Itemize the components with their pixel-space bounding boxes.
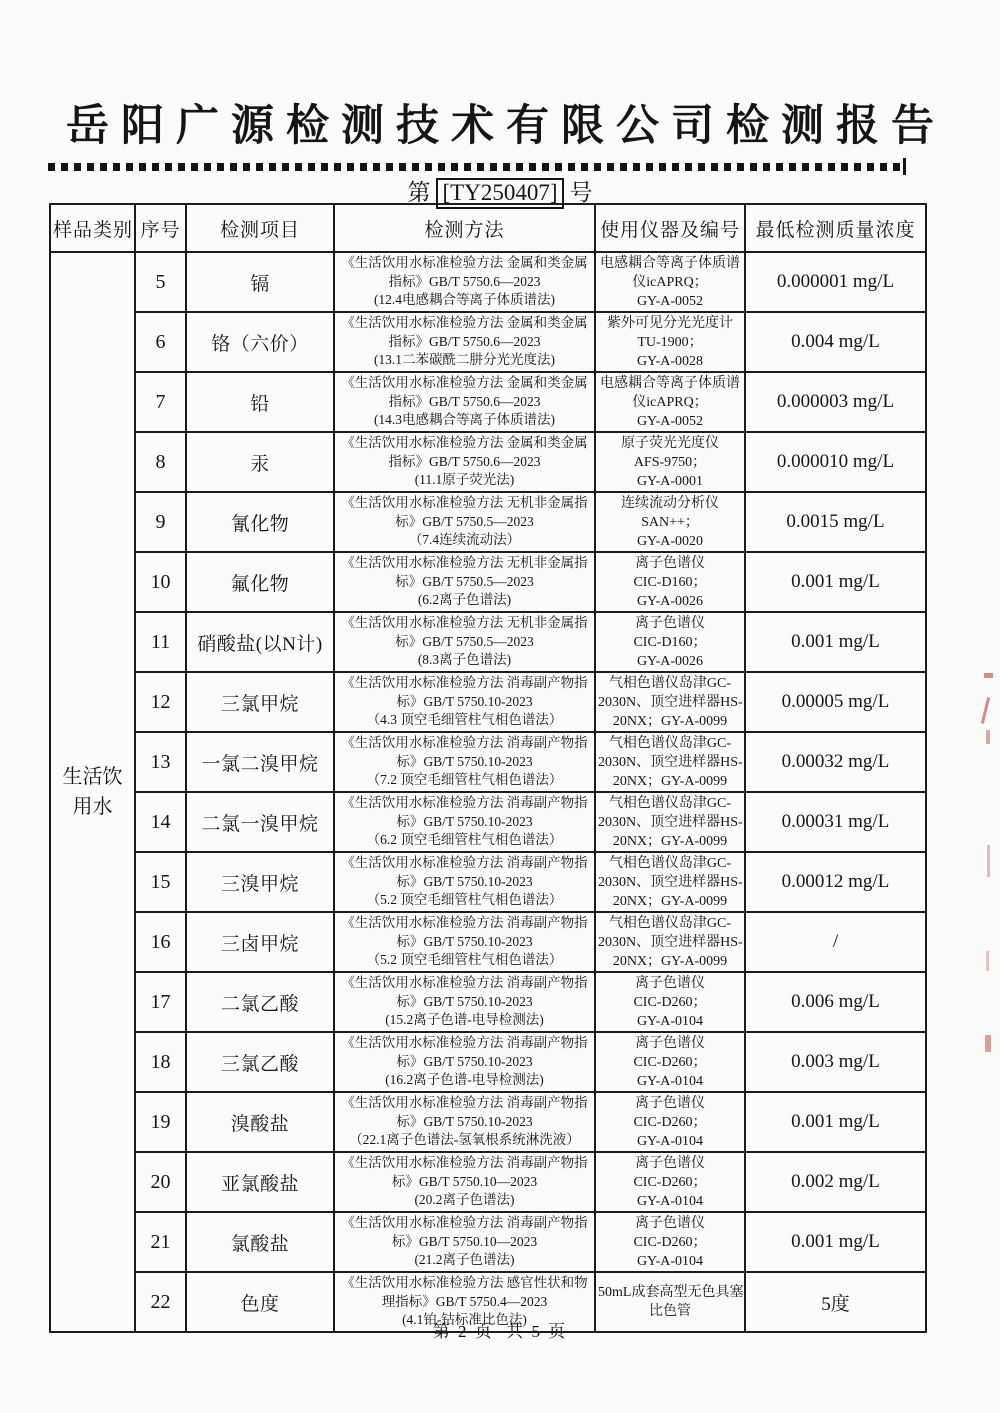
serial-number-cell: 20 <box>135 1152 186 1212</box>
instrument-cell-line: 紫外可见分光光度计 <box>607 315 733 331</box>
table-row-15 <box>50 852 926 912</box>
test-method-cell-line: 《生活饮用水标准检验方法 消毒副产物指 <box>341 675 588 691</box>
instrument-cell-line: 20NX；GY-A-0099 <box>612 833 728 849</box>
table-row-20 <box>50 1152 926 1212</box>
instrument-cell-line: 20NX；GY-A-0099 <box>612 773 728 789</box>
table-row-7 <box>50 372 926 432</box>
instrument-cell-line: GY-A-0104 <box>636 1133 704 1149</box>
test-method-cell <box>334 612 595 672</box>
detection-limit-cell: 5度 <box>745 1272 926 1332</box>
table-row-17 <box>50 972 926 1032</box>
instrument-cell <box>595 732 745 792</box>
page-title: 岳阳广源检测技术有限公司检测报告 <box>66 102 946 150</box>
test-method-cell-line: 标》GB/T 5750.10-2023 <box>396 993 533 1009</box>
test-method-cell-line: （22.1离子色谱法-氢氧根系统淋洗液） <box>349 1132 580 1148</box>
table-row-16 <box>50 912 926 972</box>
test-method-cell-line: (16.2离子色谱-电导检测法) <box>385 1072 544 1088</box>
instrument-cell-line: 离子色谱仪 <box>635 615 705 631</box>
test-method-cell-line: 《生活饮用水标准检验方法 消毒副产物指 <box>341 975 588 991</box>
report-number-suffix: 号 <box>569 180 593 205</box>
test-method-cell-line: (14.3电感耦合等离子体质谱法) <box>373 412 556 428</box>
column-header-1: 样品类别 <box>50 204 135 252</box>
test-method-cell-line: 《生活饮用水标准检验方法 消毒副产物指 <box>341 1215 588 1231</box>
test-item-cell: 三氯甲烷 <box>186 672 334 732</box>
test-item-cell: 二氯一溴甲烷 <box>186 792 334 852</box>
instrument-cell-line: 原子荧光光度仪 <box>621 435 719 451</box>
serial-number-cell: 8 <box>135 432 186 492</box>
column-header-5: 使用仪器及编号 <box>595 204 745 252</box>
test-item-cell: 氯酸盐 <box>186 1212 334 1272</box>
test-method-cell <box>334 552 595 612</box>
serial-number-cell: 11 <box>135 612 186 672</box>
table-header-row <box>50 204 926 252</box>
test-item-cell: 铅 <box>186 372 334 432</box>
serial-number-cell: 18 <box>135 1032 186 1092</box>
detection-limit-cell: 0.000010 mg/L <box>745 432 926 492</box>
test-method-cell-line: 标》GB/T 5750.10-2023 <box>396 1113 533 1129</box>
detection-limit-cell: 0.00031 mg/L <box>745 792 926 852</box>
instrument-cell-line: 电感耦合等离子体质谱 <box>600 255 740 271</box>
test-item-cell: 汞 <box>186 432 334 492</box>
test-item-cell: 溴酸盐 <box>186 1092 334 1152</box>
test-method-cell-line: 《生活饮用水标准检验方法 消毒副产物指 <box>341 795 588 811</box>
instrument-cell-line: GY-A-0026 <box>636 593 704 609</box>
instrument-cell <box>595 1032 745 1092</box>
test-item-cell: 一氯二溴甲烷 <box>186 732 334 792</box>
test-method-cell <box>334 1092 595 1152</box>
test-method-cell-line: 《生活饮用水标准检验方法 消毒副产物指 <box>341 735 588 751</box>
test-method-cell-line: 标》GB/T 5750.5—2023 <box>395 573 534 589</box>
serial-number-cell: 10 <box>135 552 186 612</box>
test-method-cell <box>334 852 595 912</box>
serial-number-cell: 5 <box>135 252 186 312</box>
instrument-cell-line: CIC-D160； <box>633 634 707 650</box>
test-method-cell-line: （7.4连续流动法） <box>408 532 521 548</box>
instrument-cell-line: 2030N、顶空进样器HS- <box>598 814 743 830</box>
instrument-cell-line: 离子色谱仪 <box>635 1215 705 1231</box>
test-method-cell-line: (8.3离子色谱法) <box>417 652 512 668</box>
instrument-cell-line: AFS-9750； <box>633 454 707 470</box>
detection-limit-cell: 0.0015 mg/L <box>745 492 926 552</box>
instrument-cell-line: CIC-D260； <box>633 1114 707 1130</box>
table-row-8 <box>50 432 926 492</box>
detection-limit-cell: 0.001 mg/L <box>745 552 926 612</box>
instrument-cell <box>595 972 745 1032</box>
test-method-cell-line: 标》GB/T 5750.10-2023 <box>396 693 533 709</box>
instrument-cell-line: 2030N、顶空进样器HS- <box>598 874 743 890</box>
table-row-9 <box>50 492 926 552</box>
test-method-cell-line: 《生活饮用水标准检验方法 消毒副产物指 <box>341 1095 588 1111</box>
table-row-13 <box>50 732 926 792</box>
instrument-cell-line: 离子色谱仪 <box>635 1035 705 1051</box>
serial-number-cell: 6 <box>135 312 186 372</box>
test-method-cell-line: (13.1二苯碳酰二肼分光光度法) <box>373 352 556 368</box>
detection-limit-cell: 0.006 mg/L <box>745 972 926 1032</box>
instrument-cell-line: 电感耦合等离子体质谱 <box>600 375 740 391</box>
instrument-cell-line: 气相色谱仪岛津GC- <box>608 855 732 871</box>
test-method-cell <box>334 312 595 372</box>
instrument-cell-line: GY-A-0052 <box>636 413 704 429</box>
table-row-6 <box>50 312 926 372</box>
test-item-cell: 氰化物 <box>186 492 334 552</box>
instrument-cell-line: GY-A-0001 <box>636 473 704 489</box>
instrument-cell-line: TU-1900； <box>637 334 703 350</box>
dotted-divider-end-tick <box>903 158 906 175</box>
sample-category-cell: 生活饮用水 <box>50 252 135 1332</box>
detection-limit-cell: 0.00012 mg/L <box>745 852 926 912</box>
table-row-10 <box>50 552 926 612</box>
instrument-cell-line: 20NX；GY-A-0099 <box>612 713 728 729</box>
test-method-cell-line: (11.1原子荧光法) <box>414 472 515 488</box>
instrument-cell <box>595 1152 745 1212</box>
table-row-19 <box>50 1092 926 1152</box>
instrument-cell <box>595 852 745 912</box>
test-method-cell-line: 《生活饮用水标准检验方法 金属和类金属 <box>341 255 588 271</box>
detection-limit-cell: 0.001 mg/L <box>745 612 926 672</box>
instrument-cell <box>595 252 745 312</box>
instrument-cell-line: 50mL成套高型无色具塞 <box>598 1285 744 1300</box>
serial-number-cell: 14 <box>135 792 186 852</box>
dotted-divider <box>48 163 900 171</box>
detection-limit-cell: 0.002 mg/L <box>745 1152 926 1212</box>
report-number-box: [TY250407] <box>436 178 565 209</box>
instrument-cell-line: 气相色谱仪岛津GC- <box>608 915 732 931</box>
test-method-cell <box>334 912 595 972</box>
test-method-cell <box>334 1032 595 1092</box>
serial-number-cell: 16 <box>135 912 186 972</box>
test-method-cell-line: 《生活饮用水标准检验方法 金属和类金属 <box>341 315 588 331</box>
instrument-cell-line: CIC-D260； <box>633 1054 707 1070</box>
stamp-edge-mark <box>985 1035 991 1052</box>
serial-number-cell: 15 <box>135 852 186 912</box>
test-method-cell <box>334 792 595 852</box>
test-method-cell-line: （5.2 顶空毛细管柱气相色谱法） <box>366 892 563 908</box>
test-method-cell-line: (15.2离子色谱-电导检测法) <box>385 1012 544 1028</box>
serial-number-cell: 12 <box>135 672 186 732</box>
test-method-cell-line: (4.1铂-钴标准比色法) <box>402 1312 527 1328</box>
test-method-cell-line: 标》GB/T 5750.10-2023 <box>396 933 533 949</box>
column-header-3: 检测项目 <box>186 204 334 252</box>
instrument-cell-line: CIC-D160； <box>633 574 707 590</box>
table-row-21 <box>50 1212 926 1272</box>
instrument-cell <box>595 612 745 672</box>
instrument-cell-line: 20NX；GY-A-0099 <box>612 953 728 969</box>
table-row-14 <box>50 792 926 852</box>
instrument-cell-line: 2030N、顶空进样器HS- <box>598 934 743 950</box>
serial-number-cell: 22 <box>135 1272 186 1332</box>
test-method-cell <box>334 252 595 312</box>
test-method-cell <box>334 732 595 792</box>
test-method-cell <box>334 432 595 492</box>
serial-number-cell: 9 <box>135 492 186 552</box>
table-row-18 <box>50 1032 926 1092</box>
instrument-cell-line: 离子色谱仪 <box>635 1095 705 1111</box>
instrument-cell-line: GY-A-0104 <box>636 1073 704 1089</box>
column-header-4: 检测方法 <box>334 204 595 252</box>
test-method-cell <box>334 972 595 1032</box>
instrument-cell-line: 离子色谱仪 <box>635 1155 705 1171</box>
test-method-cell-line: （4.3 顶空毛细管柱气相色谱法） <box>366 712 563 728</box>
test-method-cell-line: 标》GB/T 5750.10—2023 <box>391 1173 538 1189</box>
test-method-cell-line: 理指标》GB/T 5750.4—2023 <box>381 1293 548 1309</box>
detection-limit-cell: 0.00005 mg/L <box>745 672 926 732</box>
instrument-cell <box>595 552 745 612</box>
instrument-cell-line: 气相色谱仪岛津GC- <box>608 675 732 691</box>
test-method-cell-line: 标》GB/T 5750.10—2023 <box>391 1233 538 1249</box>
detection-limit-cell: / <box>745 912 926 972</box>
instrument-cell <box>595 372 745 432</box>
detection-limit-cell: 0.003 mg/L <box>745 1032 926 1092</box>
instrument-cell <box>595 792 745 852</box>
test-method-cell <box>334 672 595 732</box>
test-method-cell-line: (6.2离子色谱法) <box>417 592 512 608</box>
test-item-cell: 硝酸盐(以N计) <box>186 612 334 672</box>
test-method-cell-line: 《生活饮用水标准检验方法 金属和类金属 <box>341 375 588 391</box>
report-number-prefix: 第 <box>407 180 431 205</box>
test-item-cell: 三氯乙酸 <box>186 1032 334 1092</box>
instrument-cell <box>595 1212 745 1272</box>
test-method-cell <box>334 1212 595 1272</box>
serial-number-cell: 21 <box>135 1212 186 1272</box>
test-method-cell-line: 《生活饮用水标准检验方法 消毒副产物指 <box>341 1035 588 1051</box>
instrument-cell-line: 离子色谱仪 <box>635 555 705 571</box>
test-item-cell: 亚氯酸盐 <box>186 1152 334 1212</box>
test-method-cell-line: 《生活饮用水标准检验方法 消毒副产物指 <box>341 915 588 931</box>
test-method-cell-line: 标》GB/T 5750.10-2023 <box>396 873 533 889</box>
detection-limit-cell: 0.000003 mg/L <box>745 372 926 432</box>
instrument-cell-line: GY-A-0026 <box>636 653 704 669</box>
instrument-cell <box>595 432 745 492</box>
instrument-cell <box>595 312 745 372</box>
test-method-cell-line: (12.4电感耦合等离子体质谱法) <box>373 292 556 308</box>
test-method-cell-line: 标》GB/T 5750.10-2023 <box>396 1053 533 1069</box>
test-method-cell <box>334 492 595 552</box>
instrument-cell-line: GY-A-0028 <box>636 353 704 369</box>
instrument-cell-line: 连续流动分析仪 <box>621 495 719 511</box>
test-method-cell-line: 指标》GB/T 5750.6—2023 <box>388 453 541 469</box>
test-item-cell: 氟化物 <box>186 552 334 612</box>
test-item-cell: 三卤甲烷 <box>186 912 334 972</box>
test-method-cell-line: 标》GB/T 5750.10-2023 <box>396 813 533 829</box>
test-item-cell: 铬（六价） <box>186 312 334 372</box>
instrument-cell-line: 气相色谱仪岛津GC- <box>608 795 732 811</box>
test-item-cell: 色度 <box>186 1272 334 1332</box>
serial-number-cell: 13 <box>135 732 186 792</box>
instrument-cell-line: SAN++； <box>641 514 699 530</box>
instrument-cell-line: GY-A-0020 <box>636 533 704 549</box>
stamp-edge-mark <box>986 951 989 971</box>
table-row-11 <box>50 612 926 672</box>
table-row-12 <box>50 672 926 732</box>
test-method-cell <box>334 1152 595 1212</box>
test-method-cell-line: 指标》GB/T 5750.6—2023 <box>388 333 541 349</box>
test-method-cell-line: 标》GB/T 5750.10-2023 <box>396 753 533 769</box>
test-method-cell-line: 《生活饮用水标准检验方法 无机非金属指 <box>341 615 588 631</box>
instrument-cell-line: 20NX；GY-A-0099 <box>612 893 728 909</box>
instrument-cell-line: GY-A-0104 <box>636 1253 704 1269</box>
serial-number-cell: 19 <box>135 1092 186 1152</box>
instrument-cell <box>595 672 745 732</box>
instrument-cell-line: 2030N、顶空进样器HS- <box>598 694 743 710</box>
table-row-5 <box>50 252 926 312</box>
detection-limit-cell: 0.00032 mg/L <box>745 732 926 792</box>
test-method-cell-line: 指标》GB/T 5750.6—2023 <box>388 393 541 409</box>
serial-number-cell: 17 <box>135 972 186 1032</box>
detection-limit-cell: 0.001 mg/L <box>745 1212 926 1272</box>
instrument-cell-line: 2030N、顶空进样器HS- <box>598 754 743 770</box>
instrument-cell-line: 仪icAPRQ； <box>632 394 708 410</box>
test-item-cell: 二氯乙酸 <box>186 972 334 1032</box>
test-method-cell-line: (21.2离子色谱法) <box>414 1252 515 1268</box>
instrument-cell-line: 气相色谱仪岛津GC- <box>608 735 732 751</box>
column-header-2: 序号 <box>135 204 186 252</box>
test-method-cell-line: 《生活饮用水标准检验方法 消毒副产物指 <box>341 1155 588 1171</box>
test-items-table <box>49 203 927 1333</box>
instrument-cell-line: CIC-D260； <box>633 1174 707 1190</box>
test-method-cell-line: （7.2 顶空毛细管柱气相色谱法） <box>366 772 563 788</box>
instrument-cell-line: CIC-D260； <box>633 1234 707 1250</box>
test-method-cell-line: 指标》GB/T 5750.6—2023 <box>388 273 541 289</box>
test-method-cell-line: 《生活饮用水标准检验方法 感官性状和物 <box>341 1275 588 1291</box>
test-method-cell-line: 《生活饮用水标准检验方法 无机非金属指 <box>341 495 588 511</box>
test-method-cell-line: 标》GB/T 5750.5—2023 <box>395 513 534 529</box>
instrument-cell-line: 比色管 <box>649 1304 691 1319</box>
instrument-cell <box>595 912 745 972</box>
detection-limit-cell: 0.001 mg/L <box>745 1092 926 1152</box>
stamp-edge-mark <box>984 673 993 678</box>
test-method-cell-line: 《生活饮用水标准检验方法 金属和类金属 <box>341 435 588 451</box>
detection-limit-cell: 0.000001 mg/L <box>745 252 926 312</box>
test-method-cell-line: 《生活饮用水标准检验方法 无机非金属指 <box>341 555 588 571</box>
instrument-cell-line: 仪icAPRQ； <box>632 274 708 290</box>
column-header-6: 最低检测质量浓度 <box>745 204 926 252</box>
test-item-cell: 镉 <box>186 252 334 312</box>
instrument-cell-line: 离子色谱仪 <box>635 975 705 991</box>
serial-number-cell: 7 <box>135 372 186 432</box>
test-method-cell <box>334 372 595 432</box>
detection-limit-cell: 0.004 mg/L <box>745 312 926 372</box>
instrument-cell-line: CIC-D260； <box>633 994 707 1010</box>
instrument-cell-line: GY-A-0052 <box>636 293 704 309</box>
test-method-cell-line: 《生活饮用水标准检验方法 消毒副产物指 <box>341 855 588 871</box>
stamp-edge-mark <box>987 845 990 877</box>
instrument-cell-line: GY-A-0104 <box>636 1013 704 1029</box>
test-item-cell: 三溴甲烷 <box>186 852 334 912</box>
test-method-cell-line: （6.2 顶空毛细管柱气相色谱法） <box>366 832 563 848</box>
instrument-cell <box>595 492 745 552</box>
test-method-cell-line: （5.2 顶空毛细管柱气相色谱法） <box>366 952 563 968</box>
stamp-edge-mark <box>986 730 990 744</box>
page-footer: 第 2 页 共 5 页 <box>432 1322 568 1341</box>
stamp-edge-mark <box>981 697 990 724</box>
test-method-cell-line: (20.2离子色谱法) <box>414 1192 515 1208</box>
instrument-cell-line: GY-A-0104 <box>636 1193 704 1209</box>
instrument-cell <box>595 1092 745 1152</box>
test-method-cell-line: 标》GB/T 5750.5—2023 <box>395 633 534 649</box>
